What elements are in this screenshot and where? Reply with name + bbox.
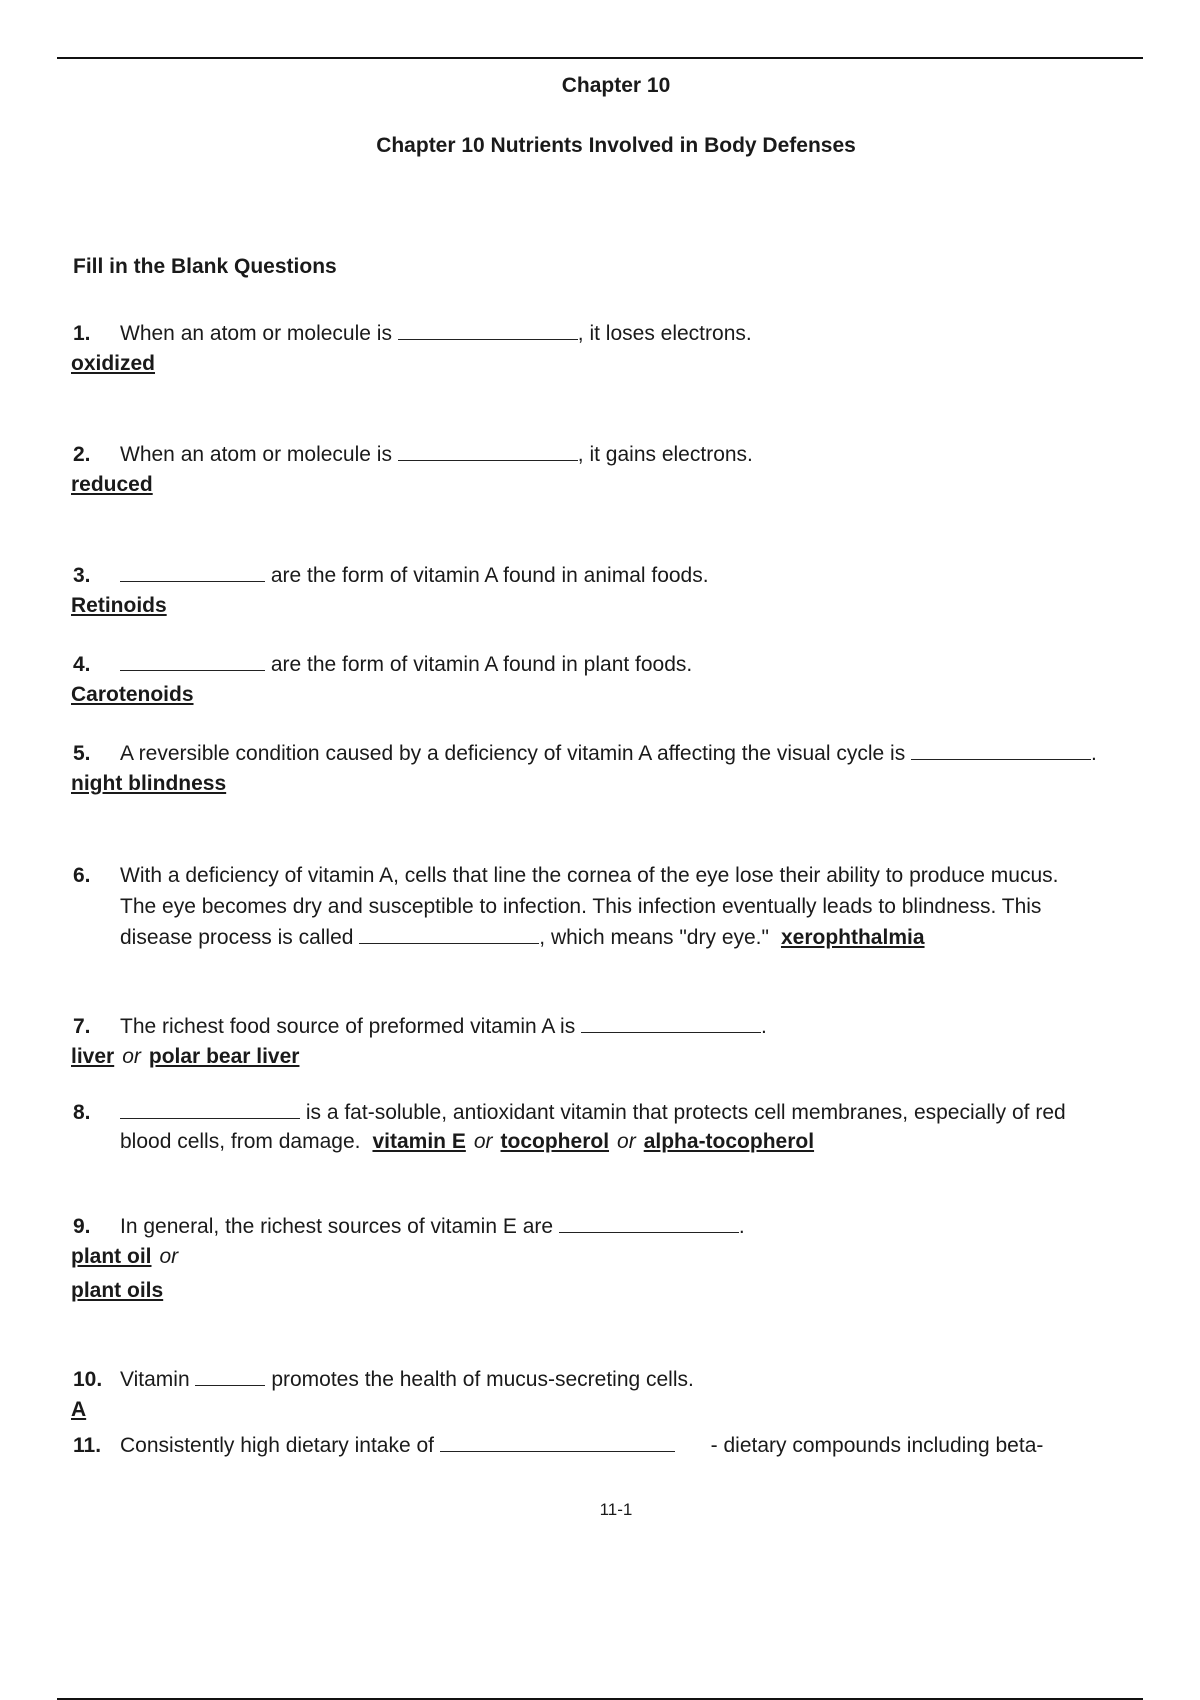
answer-line: [71, 1245, 186, 1269]
answer-line: [71, 1045, 299, 1069]
answer-blank: [398, 323, 578, 340]
question-number: 2.: [73, 443, 91, 466]
answer-blank: [120, 1102, 300, 1119]
answer: polar bear liver: [148, 1045, 300, 1068]
answer: vitamin E: [372, 1130, 466, 1153]
answer: xerophthalmia: [780, 926, 925, 949]
question-number: 8.: [73, 1101, 91, 1124]
answer: liver: [71, 1045, 115, 1068]
answer: oxidized: [71, 352, 156, 375]
answer-blank: [195, 1369, 265, 1386]
answer: reduced: [71, 473, 153, 496]
answer: plant oils: [71, 1279, 164, 1302]
or-word: or: [159, 1245, 179, 1268]
answer: Retinoids: [71, 594, 167, 617]
question-number: 5.: [73, 742, 91, 765]
answer-blank: [559, 1216, 739, 1233]
chapter-heading: Chapter 10: [561, 74, 671, 97]
page-title: Chapter 10 Nutrients Involved in Body Defenses: [376, 134, 856, 157]
question-number: 1.: [73, 322, 91, 345]
or-word: or: [122, 1045, 141, 1068]
answer-blank: [120, 654, 265, 671]
answer: plant oil: [71, 1245, 152, 1268]
question-number: 10.: [73, 1368, 103, 1391]
answer: A: [71, 1398, 87, 1421]
answer-blank: [581, 1016, 761, 1033]
or-word: or: [473, 1130, 493, 1153]
question-number: 3.: [73, 564, 91, 587]
question-number: 6.: [73, 864, 91, 887]
answer: alpha-tocopherol: [643, 1130, 815, 1153]
answer-blank: [440, 1435, 675, 1452]
answer: tocopherol: [500, 1130, 610, 1153]
answer-blank: [359, 927, 539, 944]
question-number: 9.: [73, 1215, 91, 1238]
question-number: 11.: [73, 1434, 102, 1457]
answer-blank: [911, 743, 1091, 760]
answer: night blindness: [71, 772, 227, 795]
answer: Carotenoids: [71, 683, 194, 706]
answer-blank: [120, 565, 265, 582]
or-word: or: [617, 1130, 636, 1153]
top-rule: [57, 57, 1143, 59]
page-number: 11-1: [599, 1500, 633, 1519]
question-number: 7.: [73, 1015, 91, 1038]
section-title: Fill in the Blank Questions: [73, 255, 337, 278]
answer-blank: [398, 444, 578, 461]
question-number: 4.: [73, 653, 91, 676]
